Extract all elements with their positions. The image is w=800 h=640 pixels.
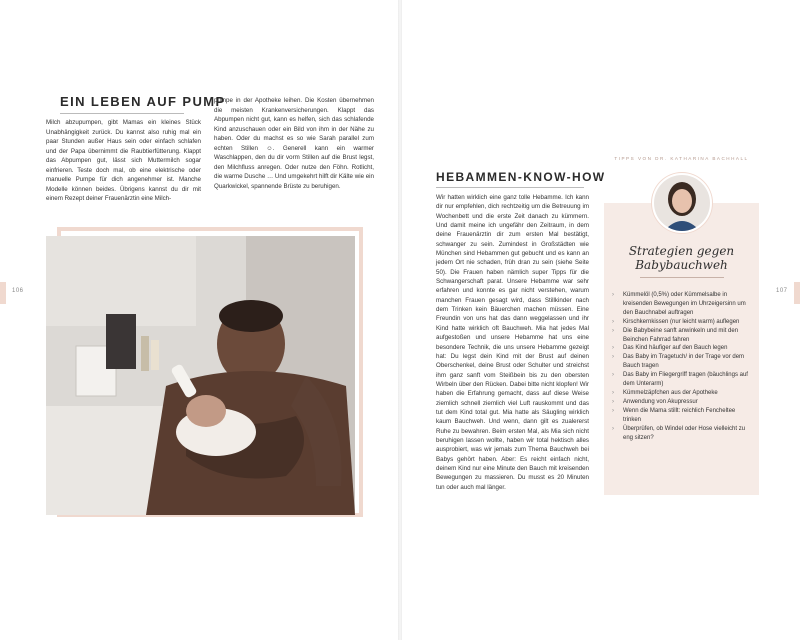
tip-list-item xyxy=(612,318,754,327)
left-page-tab xyxy=(0,282,6,304)
tip-list-item-text: Überprüfen, ob Windel oder Hose vielleicht zu eng sitzen? xyxy=(623,425,746,441)
book-gutter xyxy=(398,0,402,640)
tip-list-item-text: Das Baby im Fliegergriff tragen (bäuchlings auf dem Unterarm) xyxy=(623,372,748,388)
tip-list-item-text: Kümmelöl (0,5%) oder Kümmelsalbe in kreisenden Bewegungen im Uhrzeigersinn um den Bauchnabel auftragen xyxy=(623,292,746,316)
right-page-number: 107 xyxy=(776,288,788,294)
tip-list-item xyxy=(612,425,754,443)
father-feeding-baby-photo xyxy=(46,236,355,515)
knowhow-text-column: Wir hatten wirklich eine ganz tolle Hebamme. Ich kann dir nur empfehlen, dich rechtzeitig um die Betreuung im Wochenbett und die erste Zeit danach zu kümmern. Und damit meine ich ungefähr den Zeitraum, in dem deine Frauenärztin dir zum ersten Mal bestätigt, schwanger zu sein. Zumindest in Großstädten wie München sind Hebammen gut gebucht und es kann an jedem Ort nie schaden, früh dran zu sein (siehe Seite 50). Die Frauen haben nämlich super Tipps für die Schwangerschaft parat. Unsere Hebamme war sehr erfahren und konnte es gar nicht verstehen, warum manchen Frauen gesagt wird, dass Stillkinder nach dem Trinken kein Bäuerchen machen müssen. Eine Freundin von uns hat das dann weggelassen und ihr Kind hatte wirklich oft Bauchweh. Mia hat jedes Mal aufgestoßen und unsere Hebamme hat uns eine besondere Technik, die uns unsere Hebamme gezeigt hat: Du legst dein Kind mit der Brust auf deinen Oberschenkel, deine Brust oder Schulter und streichst ihm ganz sanft vom Steißbein bis zu den obersten Wirbeln über den Rücken. Dabei bitte nicht klopfen! Wir haben die Erfahrung gemacht, dass auf diese Weise ziemlich schnell ziemlich viel Luft rauskommt und das tut dem Kind total gut. Mia hatte als Säugling wirklich kaum Bauchweh. Und wenn, dann gilt es zualererst Ruhe zu bewahren. Beim ersten Mal, als Mia sich nicht beruhigen lassen wollte, haben wir total hektisch alles ausprobiert, was wir jemals zum Thema Bauchweh bei Babys gehört haben. Aber: Es reicht einfach nicht, deinem Kind nur eine Minute den Bauch mit kreisenden Bewegungen zu massieren. Du musst es 20 Minuten tun oder auch mal länger. xyxy=(436,194,589,491)
tip-list-item-text: Wenn die Mama stillt: reichlich Fencheltee trinken xyxy=(623,407,736,423)
right-page-tab xyxy=(794,282,800,304)
pump-text-column-1: Milch abzupumpen, gibt Mamas ein kleines Stück Unabhängigkeit zurück. Du kannst also ruhig mal ein paar Stunden außer Haus sein oder einfach schlafen und der Papa übernimmt die Raubtierfütterung. Klappt das Abpumpen gut, lässt sich Muttermilch sogar einfrieren. Teste doch mal, ob eine elektrische oder manuelle Pumpe für dich angenehmer ist. Manche Modelle können beides. Übrigens kannst du dir mit einem Rezept deiner Frauenärztin eine Milch- xyxy=(46,119,201,202)
chevron-right-icon: › xyxy=(612,292,614,298)
heading-underline xyxy=(60,113,184,114)
tip-list-item xyxy=(612,353,754,371)
chevron-right-icon: › xyxy=(612,398,614,405)
tip-list-item xyxy=(612,344,754,353)
chevron-right-icon: › xyxy=(612,354,614,361)
chevron-right-icon: › xyxy=(612,345,614,352)
tip-list-item xyxy=(612,291,754,318)
heading-underline xyxy=(436,187,584,188)
chevron-right-icon: › xyxy=(612,407,614,414)
section-heading-knowhow: HEBAMMEN-KNOW-HOW xyxy=(436,170,606,184)
tip-list-item xyxy=(612,371,754,389)
chevron-right-icon: › xyxy=(612,327,614,334)
author-avatar xyxy=(652,173,712,233)
tip-list xyxy=(612,291,754,442)
tip-list-item-text: Die Babybeine sanft anwinkeln und mit den Beinchen Fahrrad fahren xyxy=(623,327,739,343)
tip-list-item-text: Kirschkernkissen (nur leicht warm) auflegen xyxy=(623,318,740,325)
left-page-number: 106 xyxy=(12,288,24,294)
tip-list-item-text: Kümmelzäpfchen aus der Apotheke xyxy=(623,389,718,396)
chevron-right-icon: › xyxy=(612,318,614,325)
chevron-right-icon: › xyxy=(612,389,614,396)
chevron-right-icon: › xyxy=(612,372,614,379)
pump-text-column-2: pumpe in der Apotheke leihen. Die Kosten übernehmen die meisten Krankenversicherungen. Klappt das Abpumpen nicht gut, kann es helfen, sich das schlafende Kind anzuschauen oder ein Bild von ihm in der Nähe zu haben. Oder du machst es so wie Sarah parallel zum echten Stillen ☺. Generell kann ein warmer Waschlappen, den du dir vorm Stillen auf die Brust legst, den Milchfluss anregen. Oder nutze den Föhn. Rotlicht, die warme Dusche … Und umgekehrt hilft dir Kälte wie ein Quarkwickel, spannende Brüste zu beruhigen. xyxy=(214,97,374,190)
tip-list-item xyxy=(612,407,754,425)
tip-list-item-text: Das Baby im Tragetuch/ in der Trage vor dem Bauch tragen xyxy=(623,354,745,370)
section-heading-pump: EIN LEBEN AUF PUMP xyxy=(60,94,226,109)
tip-list-item xyxy=(612,398,754,407)
tip-box-title-rule xyxy=(640,277,724,278)
chevron-right-icon: › xyxy=(612,425,614,432)
tip-list-item-text: Das Kind häufiger auf den Bauch legen xyxy=(623,345,728,352)
tip-list-item xyxy=(612,327,754,345)
tip-list-item-text: Anwendung von Akupressur xyxy=(623,398,698,405)
tip-list-item xyxy=(612,389,754,398)
tip-box-title: Strategien gegen Babybauchweh xyxy=(628,244,735,272)
tip-author-label: TIPPS VON DR. KATHARINA BACHHALL xyxy=(614,156,749,161)
